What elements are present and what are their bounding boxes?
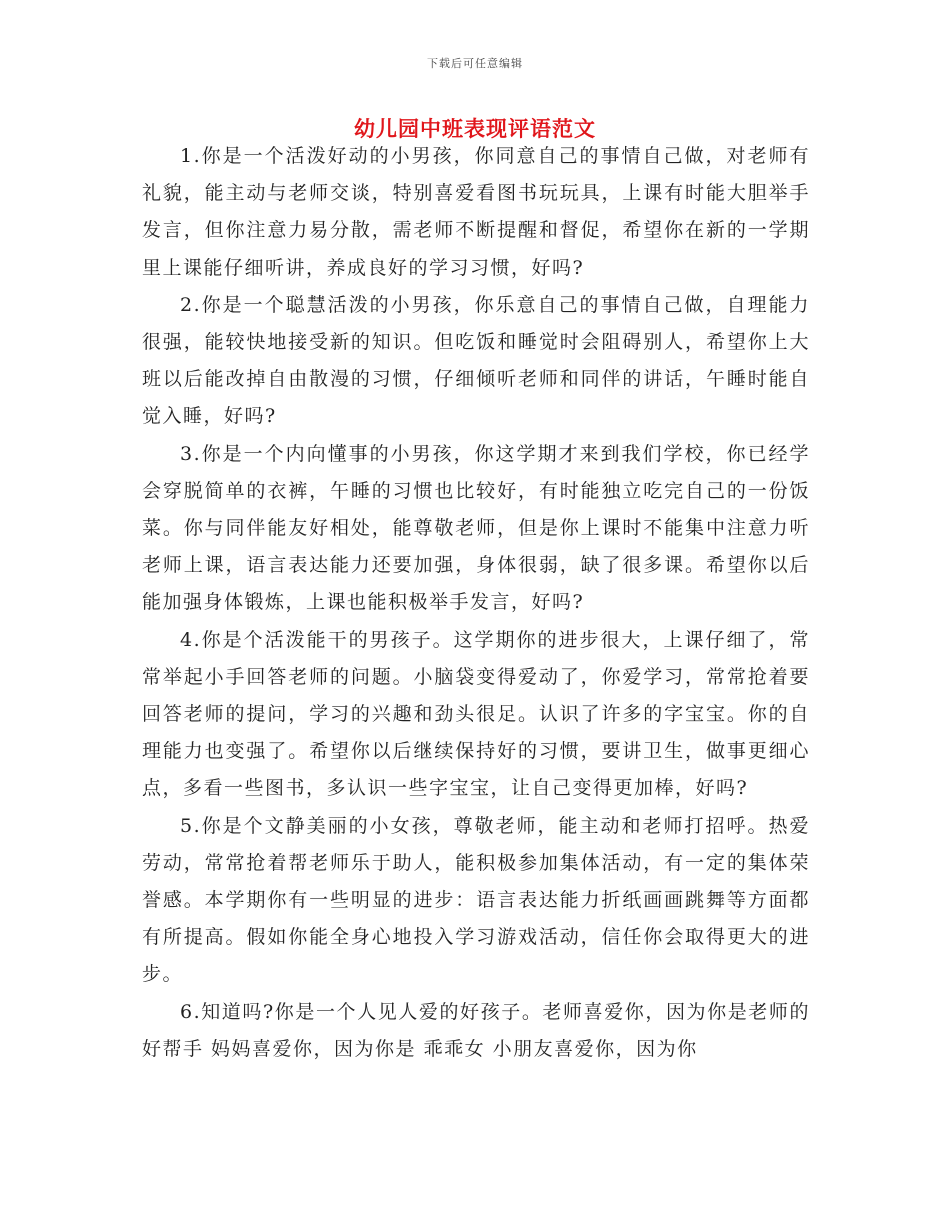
comment-paragraph-6: 6.知道吗?你是一个人见人爱的好孩子。老师喜爱你，因为你是老师的 好帮手 妈妈喜爱你，因为你是 乖乖女 小朋友喜爱你，因为你	[142, 1000, 810, 1060]
document-title: 幼儿园中班表现评语范文	[354, 116, 596, 141]
document-body	[142, 138, 810, 1068]
comment-paragraph-1: 1.你是一个活泼好动的小男孩，你同意自己的事情自己做，对老师有礼貌，能主动与老师交谈，特别喜爱看图书玩玩具，上课有时能大胆举手发言，但你注意力易分散，需老师不断提醒和督促，希望你在新的一学期里上课能仔细听讲，养成良好的学习习惯，好吗?	[142, 145, 810, 279]
comment-paragraph-5: 5.你是个文静美丽的小女孩，尊敬老师，能主动和老师打招呼。热爱劳动，常常抢着帮老师乐于助人，能积极参加集体活动，有一定的集体荣誉感。本学期你有一些明显的进步：语言表达能力折纸画画跳舞等方面都有所提高。假如你能全身心地投入学习游戏活动，信任你会取得更大的进步。	[142, 814, 810, 986]
page-header-note: 下载后可任意编辑	[427, 57, 523, 70]
comment-paragraph-2: 2.你是一个聪慧活泼的小男孩，你乐意自己的事情自己做，自理能力很强，能较快地接受新的知识。但吃饭和睡觉时会阻碍别人，希望你上大班以后能改掉自由散漫的习惯，仔细倾听老师和同伴的讲话，午睡时能自觉入睡，好吗?	[142, 293, 810, 428]
comment-paragraph-3: 3.你是一个内向懂事的小男孩，你这学期才来到我们学校，你已经学会穿脱简单的衣裤，午睡的习惯也比较好，有时能独立吃完自己的一份饭菜。你与同伴能友好相处，能尊敬老师，但是你上课时不能集中注意力听老师上课，语言表达能力还要加强，身体很弱，缺了很多课。希望你以后能加强身体锻炼，上课也能积极举手发言，好吗?	[142, 442, 810, 614]
comment-paragraph-4: 4.你是个活泼能干的男孩子。这学期你的进步很大，上课仔细了，常常举起小手回答老师的问题。小脑袋变得爱动了，你爱学习，常常抢着要回答老师的提问，学习的兴趣和劲头很足。认识了许多的字宝宝。你的自理能力也变强了。希望你以后继续保持好的习惯，要讲卫生，做事更细心点，多看一些图书，多认识一些字宝宝，让自己变得更加棒，好吗?	[142, 628, 810, 800]
